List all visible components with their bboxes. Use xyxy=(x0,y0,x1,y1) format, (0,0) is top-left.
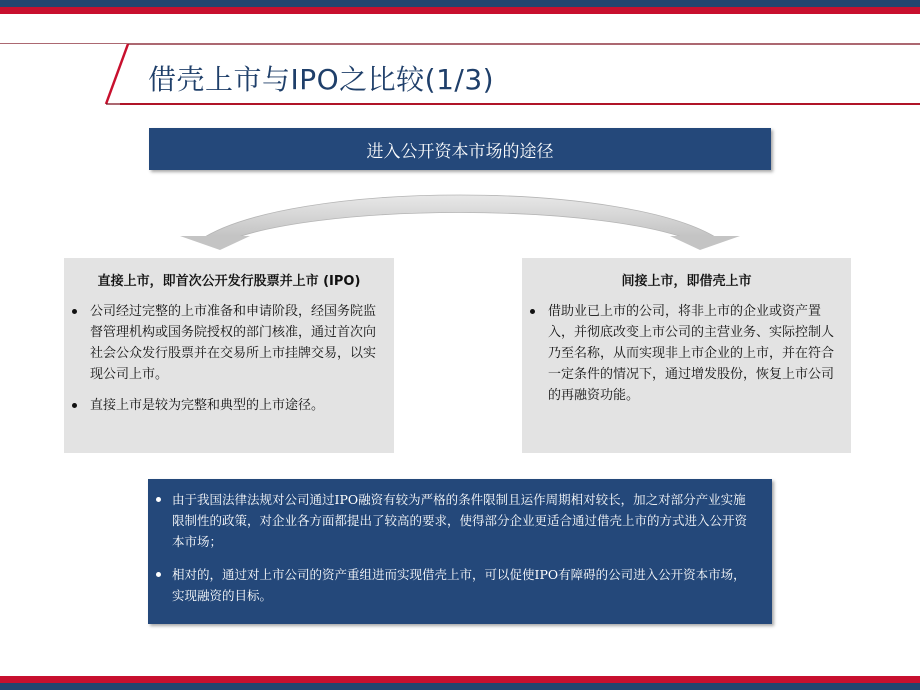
path-header-label: 进入公开资本市场的途径 xyxy=(366,141,554,162)
bullet-icon xyxy=(72,403,77,408)
list-item-text: 相对的，通过对上市公司的资产重组进而实现借壳上市，可以促使IPO有障碍的公司进入公开资本市场，实现融资的目标。 xyxy=(172,567,746,603)
list-item-text: 借助业已上市的公司，将非上市的企业或资产置入，并彻底改变上市公司的主营业务、实际控制人乃至名称，从而实现非上市企业的上市，并在符合一定条件的情况下，通过增发股份，恢复上市公司的再融资功能。 xyxy=(548,304,835,403)
backdoor-listing-box xyxy=(522,258,851,453)
bullet-icon xyxy=(156,572,161,577)
bullet-icon xyxy=(530,309,535,314)
bottom-stripe xyxy=(0,676,920,690)
list-item-text: 公司经过完整的上市准备和申请阶段，经国务院监督管理机构或国务院授权的部门核准，通过首次向社会公众发行股票并在交易所上市挂牌交易，以实现公司上市。 xyxy=(90,304,377,382)
page-title: 借壳上市与IPO之比较(1/3) xyxy=(148,63,495,96)
conclusion-box xyxy=(148,479,772,624)
list-item xyxy=(72,395,380,416)
list-item xyxy=(156,564,758,606)
list-item xyxy=(530,301,837,406)
backdoor-listing-heading: 间接上市，即借壳上市 xyxy=(621,274,752,289)
bullet-icon xyxy=(156,497,161,502)
direct-listing-box xyxy=(64,258,394,453)
list-item xyxy=(72,301,380,385)
branch-arrow xyxy=(180,170,740,260)
bottom-stripe-navy xyxy=(0,683,920,690)
bullet-icon xyxy=(72,309,77,314)
list-item-text: 直接上市是较为完整和典型的上市途径。 xyxy=(90,398,325,413)
conclusion-list xyxy=(148,489,772,606)
direct-listing-heading: 直接上市，即首次公开发行股票并上市 (IPO) xyxy=(97,274,361,289)
backdoor-listing-list xyxy=(522,301,851,406)
direct-listing-list xyxy=(64,301,394,416)
list-item xyxy=(156,489,758,552)
path-header xyxy=(149,128,771,170)
list-item-text: 由于我国法律法规对公司通过IPO融资有较为严格的条件限制且运作周期相对较长，加之对部分产业实施限制性的政策，对企业各方面都提出了较高的要求，使得部分企业更适合通过借壳上市的方式进入公开资本市场； xyxy=(172,492,748,549)
bottom-stripe-red xyxy=(0,676,920,683)
